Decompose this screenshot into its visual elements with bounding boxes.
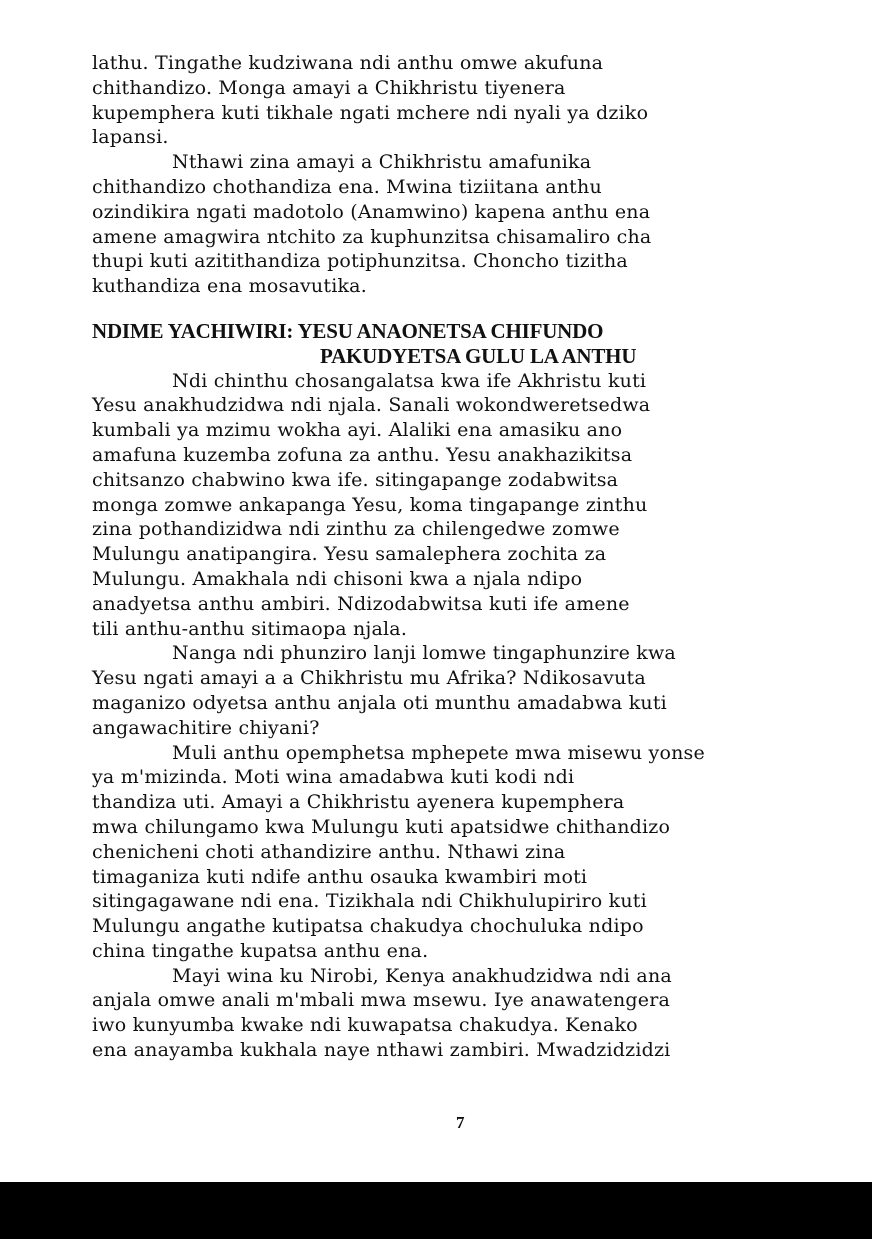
text-line: tili anthu-anthu sitimaopa njala. (92, 617, 408, 640)
text-line: chithandizo. Monga amayi a Chikhristu tiyenera (92, 76, 566, 99)
text-line: anadyetsa anthu ambiri. Ndizodabwitsa kuti ife amene (92, 592, 630, 615)
paragraph (92, 964, 832, 1063)
scan-border (0, 1182, 872, 1239)
text-line: zina pothandizidwa ndi zinthu za chilengedwe zomwe (92, 518, 620, 541)
text-line: Nthawi zina amayi a Chikhristu amafunika (172, 151, 592, 174)
text-line: Nanga ndi phunziro lanji lomwe tingaphunzire kwa (172, 642, 676, 665)
text-line: lapansi. (92, 126, 169, 149)
text-line: amafuna kuzemba zofuna za anthu. Yesu anakhazikitsa (92, 443, 633, 466)
text-line: anjala omwe anali m'mbali mwa msewu. Iye anawatengera (92, 989, 671, 1012)
text-line: maganizo odyetsa anthu anjala oti munthu amadabwa kuti (92, 691, 667, 714)
text-line: amene amagwira ntchito za kuphunzitsa chisamaliro cha (92, 225, 652, 248)
text-line: thupi kuti azitithandiza potiphunzitsa. Choncho tizitha (92, 250, 628, 273)
text-line: angawachitire chiyani? (92, 716, 320, 739)
text-line: lathu. Tingathe kudziwana ndi anthu omwe akufuna (92, 52, 604, 74)
paragraph (92, 150, 832, 299)
text-line: timaganiza kuti ndife anthu osauka kwambiri moti (92, 865, 588, 888)
text-line: Mulungu angathe kutipatsa chakudya chochuluka ndipo (92, 915, 644, 938)
text-line: kumbali ya mzimu wokha ayi. Alaliki ena amasiku ano (92, 419, 623, 442)
text-line: ena anayamba kukhala naye nthawi zambiri. Mwadzidzidzi (92, 1039, 671, 1062)
paragraph (92, 51, 832, 150)
text-line: Yesu anakhudzidwa ndi njala. Sanali wokondweretsedwa (92, 394, 651, 417)
paragraph (92, 369, 832, 642)
text-line: chenicheni choti athandizire anthu. Nthawi zina (92, 840, 566, 863)
text-line: monga zomwe ankapanga Yesu, koma tingapange zinthu (92, 493, 648, 516)
text-line: kuthandiza ena mosavutika. (92, 275, 367, 298)
text-line: thandiza uti. Amayi a Chikhristu ayenera kupemphera (92, 791, 625, 814)
section-heading (92, 319, 832, 369)
text-line: china tingathe kupatsa anthu ena. (92, 939, 429, 962)
heading-line: PAKUDYETSA GULU LA ANTHU (320, 343, 637, 368)
text-line: Mulungu. Amakhala ndi chisoni kwa a njala ndipo (92, 567, 583, 590)
text-line: chitsanzo chabwino kwa ife. sitingapange zodabwitsa (92, 468, 619, 491)
text-line: Yesu ngati amayi a a Chikhristu mu Afrika? Ndikosavuta (92, 667, 646, 690)
text-line: Mulungu anatipangira. Yesu samalephera zochita za (92, 543, 607, 566)
text-line: mwa chilungamo kwa Mulungu kuti apatsidwe chithandizo (92, 815, 671, 838)
text-line: Muli anthu opemphetsa mphepete mwa misewu yonse (172, 741, 705, 764)
heading-line: NDIME YACHIWIRI: YESU ANAONETSA CHIFUNDO (92, 318, 604, 343)
page-number: 7 (456, 1113, 465, 1132)
text-line: ozindikira ngati madotolo (Anamwino) kapena anthu ena (92, 200, 651, 223)
text-line: chithandizo chothandiza ena. Mwina tiziitana anthu (92, 175, 602, 198)
text-line: kupemphera kuti tikhale ngati mchere ndi nyali ya dziko (92, 101, 649, 124)
text-line: ya m'mizinda. Moti wina amadabwa kuti kodi ndi (92, 766, 575, 789)
text-line: iwo kunyumba kwake ndi kuwapatsa chakudya. Kenako (92, 1014, 638, 1037)
text-line: Ndi chinthu chosangalatsa kwa ife Akhristu kuti (172, 369, 647, 392)
text-line: sitingagawane ndi ena. Tizikhala ndi Chikhulupiriro kuti (92, 890, 647, 913)
page-body (92, 51, 832, 1063)
paragraph (92, 741, 832, 964)
text-line: Mayi wina ku Nirobi, Kenya anakhudzidwa ndi ana (172, 964, 672, 987)
spacer (92, 299, 832, 319)
paragraph (92, 641, 832, 740)
